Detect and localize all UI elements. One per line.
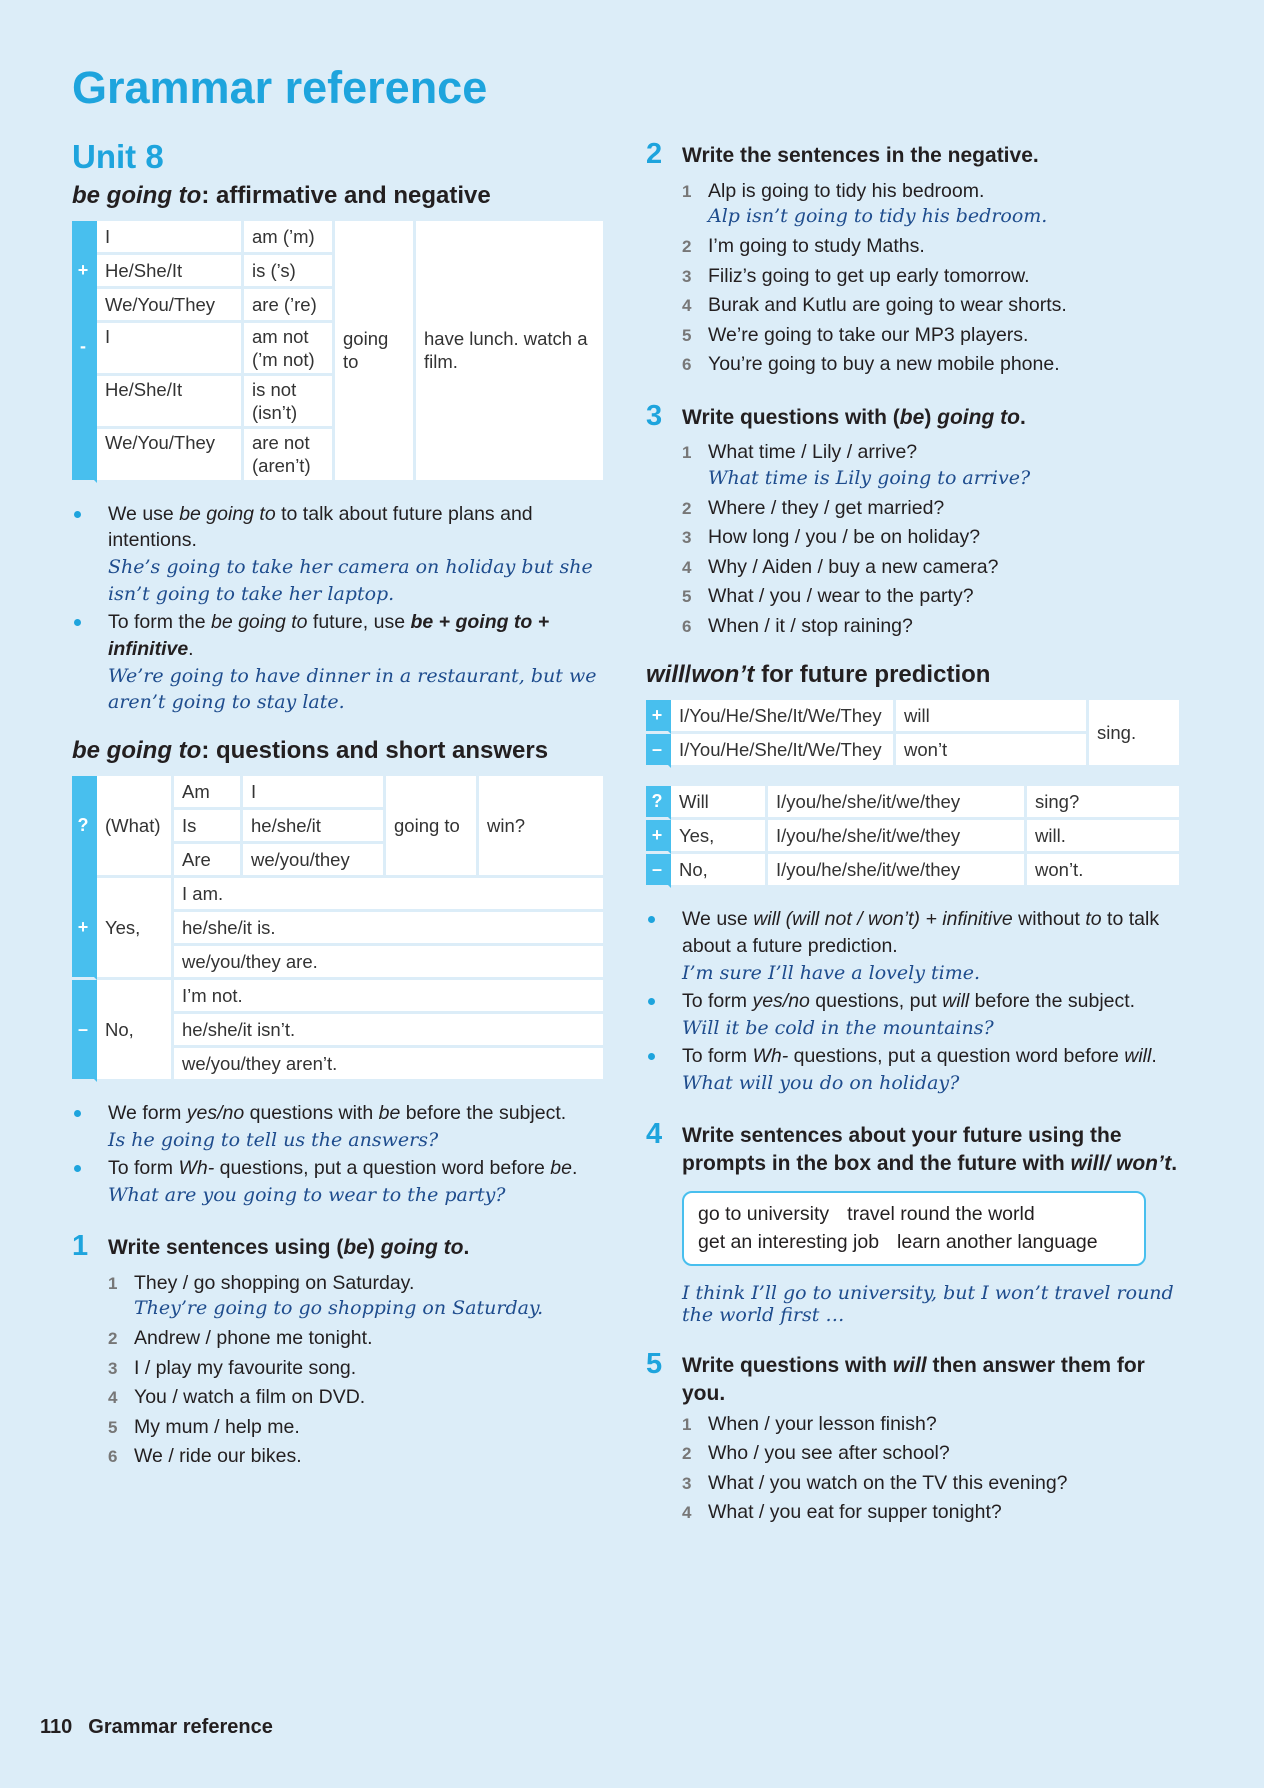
table-cell: Yes, [671, 820, 768, 854]
note-item: To form the be going to future, use be + going to + infinitive. We’re going to have dinner in a restaurant, but we aren’t going to stay late. [72, 609, 606, 715]
minus-symbol: – [646, 854, 671, 888]
table-cell: Is [174, 810, 243, 844]
table-cell: will [896, 700, 1089, 734]
prompt-item: learn another language [897, 1230, 1098, 1253]
section-heading-affirmative-negative: be going to: affirmative and negative [72, 182, 491, 209]
table-cell: won’t [896, 734, 1089, 768]
exercise-heading: 1 Write sentences using (be) going to. [72, 1234, 606, 1266]
list-item: 6 We / ride our bikes. [108, 1445, 302, 1468]
table-cell: Are [174, 844, 243, 878]
list-item: 2 Who / you see after school? [682, 1442, 950, 1465]
table-cell: he/she/it is. [174, 912, 606, 946]
table-cell: Yes, [97, 878, 174, 980]
affirmative-negative-table [72, 221, 606, 483]
minus-symbol: – [646, 734, 671, 768]
prompt-item: go to university [698, 1202, 830, 1225]
exercise-3 [646, 399, 1182, 640]
list-item: 5 What / you / wear to the party? [682, 585, 974, 608]
table-cell: sing. [1089, 700, 1182, 768]
exercise-number: 5 [646, 1348, 663, 1381]
plus-symbol: + [646, 700, 671, 734]
notes-list [72, 1100, 606, 1208]
list-item: 4 Burak and Kutlu are going to wear shorts. [682, 294, 1067, 317]
table-cell: I [97, 323, 244, 376]
table-cell: won’t. [1027, 854, 1182, 888]
footer-label: Grammar reference [88, 1716, 273, 1738]
list-item: 1 Alp is going to tidy his bedroom. Alp isn’t going to tidy his bedroom. [682, 178, 1182, 230]
table-cell: He/She/It [97, 376, 244, 429]
plus-symbol: + [72, 878, 97, 980]
table-cell: Am [174, 776, 243, 810]
example-sentence: What will you do on holiday? [682, 1072, 960, 1095]
list-item: 2 Andrew / phone me tonight. [108, 1327, 373, 1350]
exercise-items [682, 439, 1182, 639]
example-answer: Alp isn’t going to tidy his bedroom. [708, 205, 1048, 228]
list-item: 4 You / watch a film on DVD. [108, 1386, 366, 1409]
list-item: 1 When / your lesson finish? [682, 1412, 937, 1435]
list-item: 5 My mum / help me. [108, 1415, 300, 1438]
table-cell: we/you/they aren’t. [174, 1048, 606, 1082]
table-cell: he/she/it [243, 810, 386, 844]
example-answer: What time is Lily going to arrive? [708, 466, 1031, 489]
table-cell: we/you/they [243, 844, 386, 878]
example-sentence: I’m sure I’ll have a lovely time. [682, 961, 980, 984]
exercise-heading: 5 Write questions with will then answer them for you. [646, 1348, 1145, 1405]
page-footer [40, 1716, 273, 1739]
note-item: To form Wh- questions, put a question word before will. What will you do on holiday? [646, 1043, 1182, 1096]
list-item: 2 I’m going to study Maths. [682, 235, 925, 258]
list-item: 3 How long / you / be on holiday? [682, 526, 981, 549]
table-cell: are (’re) [244, 289, 335, 323]
example-sentence: Is he going to tell us the answers? [108, 1128, 439, 1151]
table-cell: am not (’m not) [244, 323, 335, 376]
plus-symbol: + [72, 221, 97, 323]
table-cell: He/She/It [97, 255, 244, 289]
table-cell: I/You/He/She/It/We/They [671, 700, 896, 734]
table-cell: (What) [97, 776, 174, 878]
table-cell: Will [671, 786, 768, 820]
section-heading-questions: be going to: questions and short answers [72, 737, 549, 765]
table-cell: sing? [1027, 786, 1182, 820]
example-answer: They’re going to go shopping on Saturday. [134, 1297, 544, 1320]
section-heading-will-wont: will/won’t for future prediction [646, 661, 991, 689]
exercise-2 [646, 138, 1182, 378]
exercise-number: 3 [646, 399, 663, 432]
notes-list [72, 501, 606, 716]
exercise-number: 2 [646, 138, 663, 170]
note-item: We use will (will not / won’t) + infinitive without to to talk about a future prediction. I’m sure I’ll have a lovely time. [646, 906, 1182, 986]
exercise-number: 4 [646, 1118, 663, 1151]
table-cell: No, [97, 980, 174, 1082]
exercise-items [682, 178, 1182, 378]
question-symbol: ? [72, 776, 97, 878]
page-title: Grammar reference [72, 62, 488, 113]
list-item: 6 When / it / stop raining? [682, 614, 913, 637]
page-number: 110 [40, 1716, 73, 1738]
table-cell: are not (aren’t) [244, 429, 335, 482]
plus-symbol: + [646, 820, 671, 854]
example-sentence: She’s going to take her camera on holiday but she isn’t going to take her laptop. [108, 556, 593, 605]
list-item: 2 Where / they / get married? [682, 496, 945, 519]
exercise-5 [646, 1348, 1182, 1526]
exercise-heading: 2 Write the sentences in the negative. [646, 142, 1182, 174]
prompt-box [682, 1191, 1146, 1266]
note-item: We form yes/no questions with be before the subject. Is he going to tell us the answers? [72, 1100, 606, 1153]
table-cell: will. [1027, 820, 1182, 854]
note-item: To form yes/no questions, put will before the subject. Will it be cold in the mountains? [646, 988, 1182, 1041]
list-item: 1 They / go shopping on Saturday. They’re going to go shopping on Saturday. [108, 1270, 606, 1322]
will-affirmative-negative-table [646, 700, 1182, 768]
table-cell: I [243, 776, 386, 810]
table-cell: he/she/it isn’t. [174, 1014, 606, 1048]
table-cell: going to [335, 221, 416, 483]
table-cell: We/You/They [97, 289, 244, 323]
table-cell: I [97, 221, 244, 255]
list-item: 3 I / play my favourite song. [108, 1356, 357, 1379]
table-cell: we/you/they are. [174, 946, 606, 980]
table-cell: No, [671, 854, 768, 888]
table-cell: is not (isn’t) [244, 376, 335, 429]
left-column [72, 138, 606, 1473]
exercise-1 [72, 1230, 606, 1470]
table-cell: I’m not. [174, 980, 606, 1014]
minus-symbol: – [72, 980, 97, 1082]
table-cell: I/You/He/She/It/We/They [671, 734, 896, 768]
table-cell: We/You/They [97, 429, 244, 482]
list-item: 4 Why / Aiden / buy a new camera? [682, 555, 999, 578]
exercise-heading: 3 Write questions with (be) going to. [646, 404, 1182, 436]
example-sentence: What are you going to wear to the party? [108, 1183, 506, 1206]
list-item: 4 What / you eat for supper tonight? [682, 1501, 1002, 1524]
exercise-4 [646, 1118, 1182, 1327]
questions-table [72, 776, 606, 1082]
table-cell: win? [479, 776, 606, 878]
table-cell: I am. [174, 878, 606, 912]
example-answer: I think I’ll go to university, but I won’t travel round the world first … [682, 1282, 1174, 1327]
note-item: We use be going to to talk about future plans and intentions. She’s going to take her camera on holiday but she isn’t going to take her laptop. [72, 501, 606, 607]
table-cell: have lunch. watch a film. [416, 221, 606, 483]
will-questions-table [646, 786, 1182, 888]
table-cell: I/you/he/she/it/we/they [768, 854, 1027, 888]
right-column [646, 138, 1182, 1529]
unit-title: Unit 8 [72, 138, 164, 175]
list-item: 3 Filiz’s going to get up early tomorrow. [682, 264, 1030, 287]
question-symbol: ? [646, 786, 671, 820]
example-sentence: Will it be cold in the mountains? [682, 1016, 994, 1039]
list-item: 6 You’re going to buy a new mobile phone. [682, 353, 1060, 376]
exercise-number: 1 [72, 1230, 89, 1263]
table-cell: I/you/he/she/it/we/they [768, 820, 1027, 854]
list-item: 1 What time / Lily / arrive? What time is Lily going to arrive? [682, 439, 1182, 491]
example-sentence: We’re going to have dinner in a restaurant, but we aren’t going to stay late. [108, 664, 597, 713]
exercise-items [108, 1270, 606, 1470]
notes-list [646, 906, 1182, 1096]
list-item: 3 What / you watch on the TV this evening? [682, 1471, 1068, 1494]
table-cell: is (’s) [244, 255, 335, 289]
note-item: To form Wh- questions, put a question word before be. What are you going to wear to the party? [72, 1155, 606, 1208]
table-cell: I/you/he/she/it/we/they [768, 786, 1027, 820]
prompt-item: get an interesting job [698, 1230, 880, 1253]
exercise-items [682, 1411, 1182, 1526]
minus-symbol: - [72, 323, 97, 483]
table-cell: am (’m) [244, 221, 335, 255]
table-cell: going to [386, 776, 479, 878]
prompt-item: travel round the world [847, 1202, 1035, 1225]
exercise-heading: 4 Write sentences about your future using the prompts in the box and the future with will/ won’t. [646, 1118, 1178, 1175]
list-item: 5 We’re going to take our MP3 players. [682, 323, 1029, 346]
